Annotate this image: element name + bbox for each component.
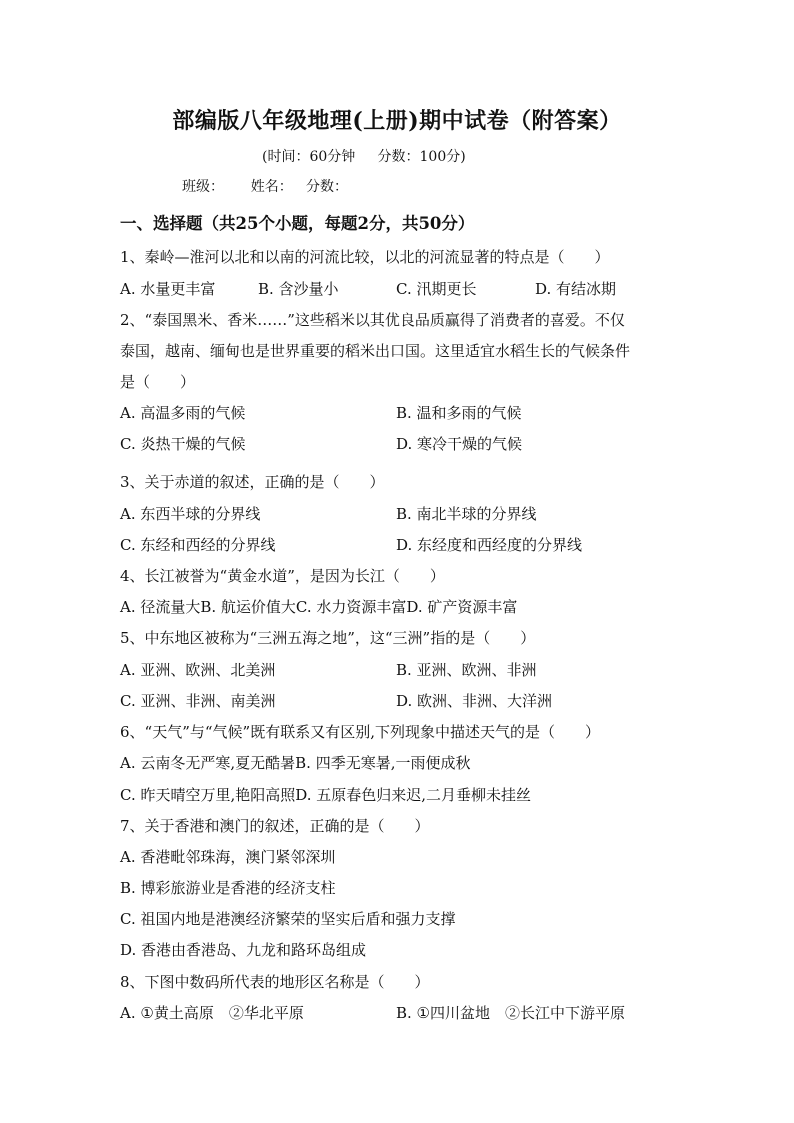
q5-option-c: C. 亚洲、非洲、南美洲 [120,692,276,710]
q3-option-a: A. 东西半球的分界线 [120,505,261,523]
question-2-line-1: 2、“泰国黑米、香米……”这些稻米以其优良品质赢得了消费者的喜爱。不仅 [120,311,625,329]
question-2-line-3: 是（ ） [120,373,196,391]
q5-option-d: D. 欧洲、非洲、大洋洲 [396,692,553,710]
q3-option-b: B. 南北半球的分界线 [396,505,537,523]
q5-option-b: B. 亚洲、欧洲、非洲 [396,661,537,679]
q6-options-line-2: C. 昨天晴空万里,艳阳高照D. 五原春色归来迟,二月垂柳未挂丝 [120,786,532,804]
q2-option-d: D. 寒冷干燥的气候 [396,435,523,453]
q3-option-d: D. 东经度和西经度的分界线 [396,536,583,554]
q6-options-line-1: A. 云南冬无严寒,夏无酷暑B. 四季无寒暑,一雨便成秋 [120,754,471,772]
q7-option-b: B. 博彩旅游业是香港的经济支柱 [120,879,336,897]
q8-option-b: B. ①四川盆地 ②长江中下游平原 [396,1004,626,1022]
question-4: 4、长江被誉为“黄金水道”，是因为长江（ ） [120,567,445,585]
q1-option-c: C. 汛期更长 [396,280,477,298]
q3-option-c: C. 东经和西经的分界线 [120,536,276,554]
question-3: 3、关于赤道的叙述，正确的是（ ） [120,473,385,491]
question-2-line-2: 泰国，越南、缅甸也是世界重要的稻米出口国。这里适宜水稻生长的气候条件 [120,342,631,360]
question-5: 5、中东地区被称为“三洲五海之地”，这“三洲”指的是（ ） [120,629,536,647]
question-7: 7、关于香港和澳门的叙述，正确的是（ ） [120,817,430,835]
q1-option-a: A. 水量更丰富 [120,280,216,298]
q2-option-c: C. 炎热干燥的气候 [120,435,246,453]
question-1: 1、秦岭—淮河以北和以南的河流比较，以北的河流显著的特点是（ ） [120,248,610,266]
q2-option-a: A. 高温多雨的气候 [120,404,246,422]
q7-option-d: D. 香港由香港岛、九龙和路环岛组成 [120,941,367,959]
exam-title: 部编版八年级地理(上册)期中试卷（附答案） [172,108,622,134]
q2-option-b: B. 温和多雨的气候 [396,404,522,422]
q7-option-a: A. 香港毗邻珠海，澳门紧邻深圳 [120,848,336,866]
q1-option-d: D. 有结冰期 [535,280,617,298]
q5-option-a: A. 亚洲、欧洲、北美洲 [120,661,276,679]
question-8: 8、下图中数码所代表的地形区名称是（ ） [120,973,430,991]
q8-option-a: A. ①黄土高原 ②华北平原 [120,1004,304,1022]
q4-options: A. 径流量大B. 航运价值大C. 水力资源丰富D. 矿产资源丰富 [120,598,518,616]
exam-time-score: (时间：60分钟 分数：100分) [262,149,466,165]
q1-option-b: B. 含沙量小 [258,280,339,298]
section-heading: 一、选择题（共25个小题，每题2分，共50分） [120,214,475,233]
question-6: 6、“天气”与“气候”既有联系又有区别,下列现象中描述天气的是（ ） [120,723,600,741]
student-info-line: 班级： 姓名： 分数： [182,179,349,195]
q7-option-c: C. 祖国内地是港澳经济繁荣的坚实后盾和强力支撑 [120,910,456,928]
